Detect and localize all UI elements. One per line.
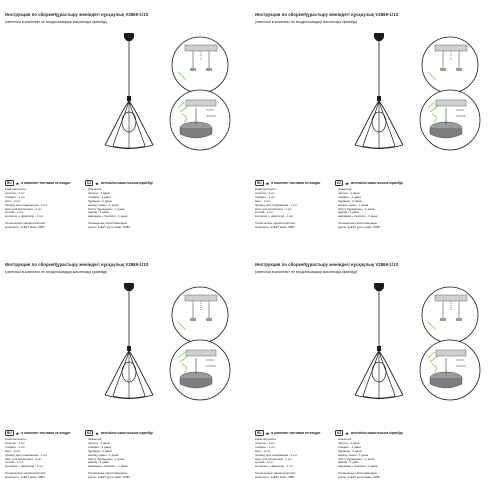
kz-item: жалғау сымы - 1 дана <box>338 452 369 457</box>
ru-items-title: Комплектность: <box>255 187 277 191</box>
kz-item: қақпақша + бекіткіш - 1 дана <box>88 214 128 219</box>
ru-spec: мощность: 1xE27 макс. 60Вт. <box>5 225 46 230</box>
kz-spec-title: Техникалық сипаттамалары: <box>88 471 128 476</box>
ru-item: колпачок + фиксатор - 1 шт. <box>5 464 44 469</box>
ru-section-heading <box>255 180 321 186</box>
star-icon: ★ <box>95 430 99 436</box>
ru-item: розетка - 1 шт. <box>5 190 26 195</box>
canopy-mounting-detail-icon <box>170 90 230 150</box>
kz-heading-text: жеткізілім жиынтығына кірмейді <box>350 181 403 185</box>
ceiling-plate-detail-icon <box>422 37 478 93</box>
ru-item: колпак - 1 шт. <box>5 460 24 465</box>
ru-item: провод для соединения - 1 шт. <box>255 452 298 457</box>
ru-heading-text: в комплект поставки не входит <box>21 181 71 185</box>
kz-flag-badge: KZ <box>87 181 92 185</box>
kz-spec-title: Техникалық сипаттамалары: <box>338 221 378 226</box>
star-icon: ★ <box>15 430 20 436</box>
ru-item: плафон - 1 шт. <box>255 444 276 449</box>
ru-spec: мощность: 1xE27 макс. 60Вт. <box>255 475 296 480</box>
kz-item: жалғау сымы - 1 дана <box>338 202 369 207</box>
ru-items-title: Комплектность: <box>5 437 27 441</box>
ru-item: плафон - 1 шт. <box>5 444 26 449</box>
ru-item: колпачок + фиксатор - 1 шт. <box>255 464 294 469</box>
kz-contents-list <box>338 438 381 480</box>
kz-items-title: Жиынтық: <box>338 187 352 191</box>
ru-item: провод для соединения - 1 шт. <box>5 202 48 207</box>
ru-spec-title: Технические характеристики: <box>255 221 296 226</box>
sheet-title: Инструкция по сборке/Құрастыру жөніндегі нұсқаулық V2869-1/1S <box>255 12 399 17</box>
sheet-subtitle: (светочки в комплект не входит/шамдар жиынтыққа кірмейді) <box>255 270 358 274</box>
sheet-subtitle: (светочки в комплект не входит/шамдар жиынтыққа кірмейді) <box>5 20 108 24</box>
ru-item: розетка - 1 шт. <box>255 440 276 445</box>
kz-flag-badge: KZ <box>337 431 342 435</box>
kz-item: қақпақ - 1 дана <box>338 210 359 215</box>
ceiling-plate-detail-icon <box>422 287 478 343</box>
ru-item: винт - 2 шт. <box>255 448 271 453</box>
pendant-lamp-icon <box>105 283 153 399</box>
kz-item: бұранда - 2 дана <box>338 198 362 203</box>
kz-section-heading <box>85 430 153 436</box>
ru-section-heading <box>255 430 321 436</box>
ru-spec: мощность: 1xE27 макс. 60Вт. <box>5 475 46 480</box>
sheet-subtitle: (светочки в комплект не входит/шамдар жиынтыққа кірмейді) <box>5 270 108 274</box>
ru-contents-list <box>255 188 298 230</box>
kz-item: қақпақша + бекіткіш - 1 дана <box>88 464 128 469</box>
kz-spec: қуаты: 1xE27 ұшты макс. 60Вт. <box>338 225 381 230</box>
ru-item: винт для крепления - 1 шт. <box>5 456 43 461</box>
canopy-mounting-detail-icon <box>420 340 480 400</box>
pendant-lamp-icon <box>105 33 153 149</box>
sheet-subtitle: (светочки в комплект не входит/шамдар жиынтыққа кірмейді) <box>255 20 358 24</box>
instruction-sheet <box>250 250 500 500</box>
ru-item: плафон - 1 шт. <box>5 194 26 199</box>
kz-item: бұранда - 2 дана <box>88 198 112 203</box>
kz-contents-list <box>88 438 131 480</box>
kz-item: бұранда - 2 дана <box>88 448 112 453</box>
kz-section-heading <box>335 430 403 436</box>
kz-items-title: Жиынтық: <box>88 437 102 441</box>
kz-item: патрон - 1 дана <box>88 190 110 195</box>
canopy-mounting-detail-icon <box>170 340 230 400</box>
pendant-lamp-icon <box>355 33 403 149</box>
ru-heading-text: в комплект поставки не входит <box>271 181 321 185</box>
star-icon: ★ <box>345 180 349 186</box>
kz-item: плафон - 1 дана <box>88 194 111 199</box>
ceiling-plate-detail-icon <box>172 37 228 93</box>
ru-section-heading <box>5 180 71 186</box>
ru-item: колпачок + фиксатор - 1 шт. <box>5 214 44 219</box>
ceiling-plate-detail-icon <box>172 287 228 343</box>
ru-items-title: Комплектность: <box>5 187 27 191</box>
kz-spec: қуаты: 1xE27 ұшты макс. 60Вт. <box>338 475 381 480</box>
instruction-sheet <box>0 250 250 500</box>
ru-item: винт - 2 шт. <box>5 448 21 453</box>
kz-heading-text: жеткізілім жиынтығына кірмейді <box>100 431 153 435</box>
ru-flag-badge: RU <box>7 431 12 435</box>
kz-item: бекіту бұрандасы - 1 дана <box>88 206 125 211</box>
ru-item: провод для соединения - 1 шт. <box>255 202 298 207</box>
instruction-sheet <box>250 0 500 250</box>
ru-spec-title: Технические характеристики: <box>5 471 46 476</box>
star-icon: ★ <box>265 180 270 186</box>
ru-item: плафон - 1 шт. <box>255 194 276 199</box>
kz-item: қақпақша + бекіткіш - 1 дана <box>338 464 378 469</box>
sheet-title: Инструкция по сборке/Құрастыру жөніндегі нұсқаулық V2869-1/1S <box>5 262 149 267</box>
kz-items-title: Жиынтық: <box>88 187 102 191</box>
kz-item: қақпақ - 1 дана <box>88 210 109 215</box>
star-icon: ★ <box>345 430 349 436</box>
ru-item: розетка - 1 шт. <box>5 440 26 445</box>
ru-contents-list <box>5 188 48 230</box>
kz-item: бекіту бұрандасы - 1 дана <box>338 456 375 461</box>
instruction-sheet <box>0 0 250 250</box>
kz-item: бекіту бұрандасы - 1 дана <box>88 456 125 461</box>
kz-item: бекіту бұрандасы - 1 дана <box>338 206 375 211</box>
kz-item: патрон - 1 дана <box>88 440 110 445</box>
ru-item: винт для крепления - 1 шт. <box>5 206 43 211</box>
ru-item: винт - 2 шт. <box>255 198 271 203</box>
kz-heading-text: жеткізілім жиынтығына кірмейді <box>100 181 153 185</box>
ru-flag-badge: RU <box>7 181 12 185</box>
kz-section-heading <box>335 180 403 186</box>
sheet-title: Инструкция по сборке/Құрастыру жөніндегі нұсқаулық V2869-1/1S <box>255 262 399 267</box>
kz-spec-title: Техникалық сипаттамалары: <box>88 221 128 226</box>
ru-heading-text: в комплект поставки не входит <box>271 431 321 435</box>
kz-item: жалғау сымы - 1 дана <box>88 202 119 207</box>
kz-items-title: Жиынтық: <box>338 437 352 441</box>
ru-spec-title: Технические характеристики: <box>255 471 296 476</box>
kz-contents-list <box>88 188 131 230</box>
kz-item: жалғау сымы - 1 дана <box>88 452 119 457</box>
ru-section-heading <box>5 430 71 436</box>
ru-item: винт для крепления - 1 шт. <box>255 206 293 211</box>
pendant-lamp-icon <box>355 283 403 399</box>
kz-flag-badge: KZ <box>87 431 92 435</box>
ru-spec: мощность: 1xE27 макс. 60Вт. <box>255 225 296 230</box>
ru-item: колпачок + фиксатор - 1 шт. <box>255 214 294 219</box>
kz-item: патрон - 1 дана <box>338 190 360 195</box>
ru-contents-list <box>255 438 298 480</box>
star-icon: ★ <box>15 180 20 186</box>
kz-item: плафон - 1 дана <box>338 444 361 449</box>
ru-contents-list <box>5 438 48 480</box>
ru-item: колпак - 1 шт. <box>5 210 24 215</box>
kz-spec: қуаты: 1xE27 ұшты макс. 60Вт. <box>88 475 131 480</box>
ru-spec-title: Технические характеристики: <box>5 221 46 226</box>
ru-item: колпак - 1 шт. <box>255 460 274 465</box>
ru-item: розетка - 1 шт. <box>255 190 276 195</box>
kz-spec-title: Техникалық сипаттамалары: <box>338 471 378 476</box>
kz-contents-list <box>338 188 381 230</box>
kz-item: патрон - 1 дана <box>338 440 360 445</box>
sheet-title: Инструкция по сборке/Құрастыру жөніндегі нұсқаулық V2869-1/1S <box>5 12 149 17</box>
ru-heading-text: в комплект поставки не входит <box>21 431 71 435</box>
kz-item: қақпақ - 1 дана <box>338 460 359 465</box>
kz-item: қақпақ - 1 дана <box>88 460 109 465</box>
star-icon: ★ <box>265 430 270 436</box>
ru-item: винт для крепления - 1 шт. <box>255 456 293 461</box>
ru-item: винт - 2 шт. <box>5 198 21 203</box>
kz-item: плафон - 1 дана <box>88 444 111 449</box>
star-icon: ★ <box>95 180 99 186</box>
kz-flag-badge: KZ <box>337 181 342 185</box>
kz-heading-text: жеткізілім жиынтығына кірмейді <box>350 431 403 435</box>
canopy-mounting-detail-icon <box>420 90 480 150</box>
kz-section-heading <box>85 180 153 186</box>
ru-item: колпак - 1 шт. <box>255 210 274 215</box>
kz-spec: қуаты: 1xE27 ұшты макс. 60Вт. <box>88 225 131 230</box>
kz-item: плафон - 1 дана <box>338 194 361 199</box>
ru-item: провод для соединения - 1 шт. <box>5 452 48 457</box>
ru-items-title: Комплектность: <box>255 437 277 441</box>
ru-flag-badge: RU <box>257 431 262 435</box>
ru-flag-badge: RU <box>257 181 262 185</box>
kz-item: қақпақша + бекіткіш - 1 дана <box>338 214 378 219</box>
kz-item: бұранда - 2 дана <box>338 448 362 453</box>
